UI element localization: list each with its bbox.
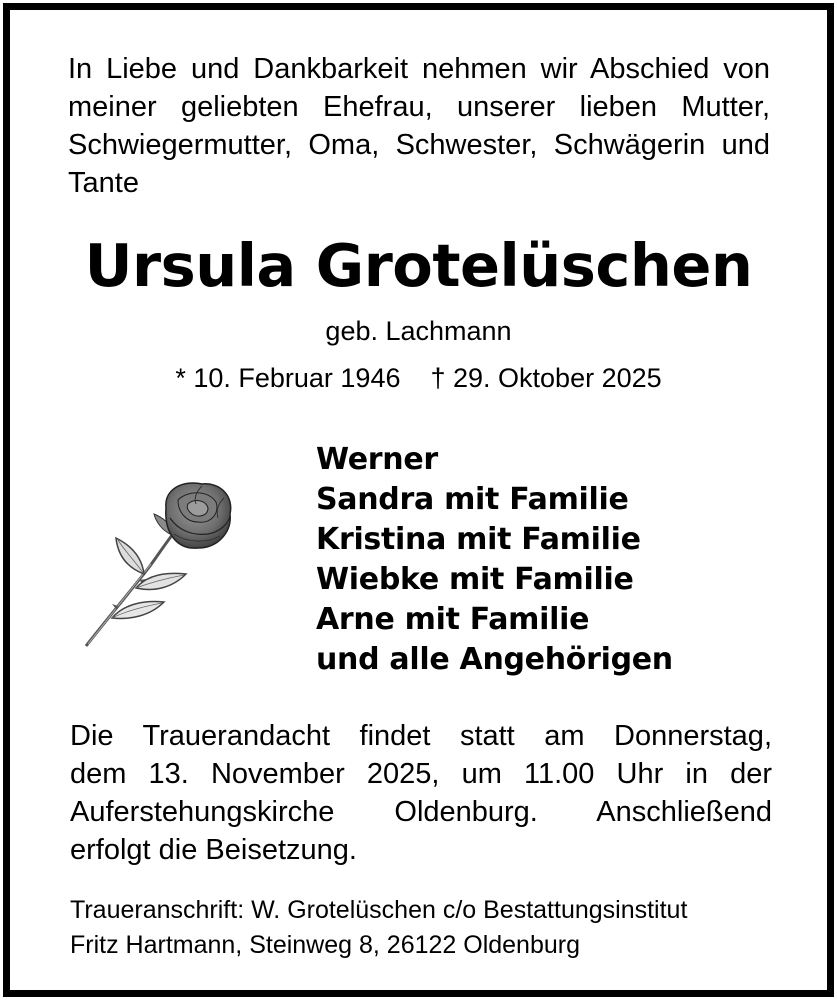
address-line: Fritz Hartmann, Steinweg 8, 26122 Oldenburg (70, 931, 580, 959)
family-member: und alle Angehörigen (316, 642, 673, 677)
service-line: dem 13. November 2025, um 11.00 Uhr in der (70, 758, 772, 790)
service-line: erfolgt die Beisetzung. (70, 834, 357, 866)
intro-line: Tante (68, 167, 139, 199)
birth-date: * 10. Februar 1946 (175, 363, 401, 393)
service-line: Auferstehungskirche Oldenburg. Anschließend (70, 796, 772, 828)
rose-icon (78, 478, 238, 653)
family-member: Werner (316, 442, 438, 477)
family-member: Kristina mit Familie (316, 522, 641, 557)
service-text (70, 717, 772, 869)
family-member: Sandra mit Familie (316, 482, 629, 517)
intro-line: Schwiegermutter, Oma, Schwester, Schwägerin und (68, 129, 770, 161)
intro-line: In Liebe und Dankbarkeit nehmen wir Abschied von (68, 53, 770, 85)
family-list (316, 440, 673, 680)
maiden-name: geb. Lachmann (325, 316, 512, 346)
life-dates (0, 360, 837, 396)
service-line: Die Trauerandacht findet statt am Donnerstag, (70, 720, 772, 752)
mourning-address (70, 893, 788, 963)
family-member: Wiebke mit Familie (316, 562, 634, 597)
family-member: Arne mit Familie (316, 602, 590, 637)
intro-line: meiner geliebten Ehefrau, unserer lieben Mutter, (68, 91, 770, 123)
deceased-name: Ursula Grotelüschen (84, 231, 753, 300)
address-line: Traueranschrift: W. Grotelüschen c/o Bestattungsinstitut (70, 896, 688, 924)
intro-text (68, 50, 770, 202)
death-date: † 29. Oktober 2025 (430, 363, 662, 393)
